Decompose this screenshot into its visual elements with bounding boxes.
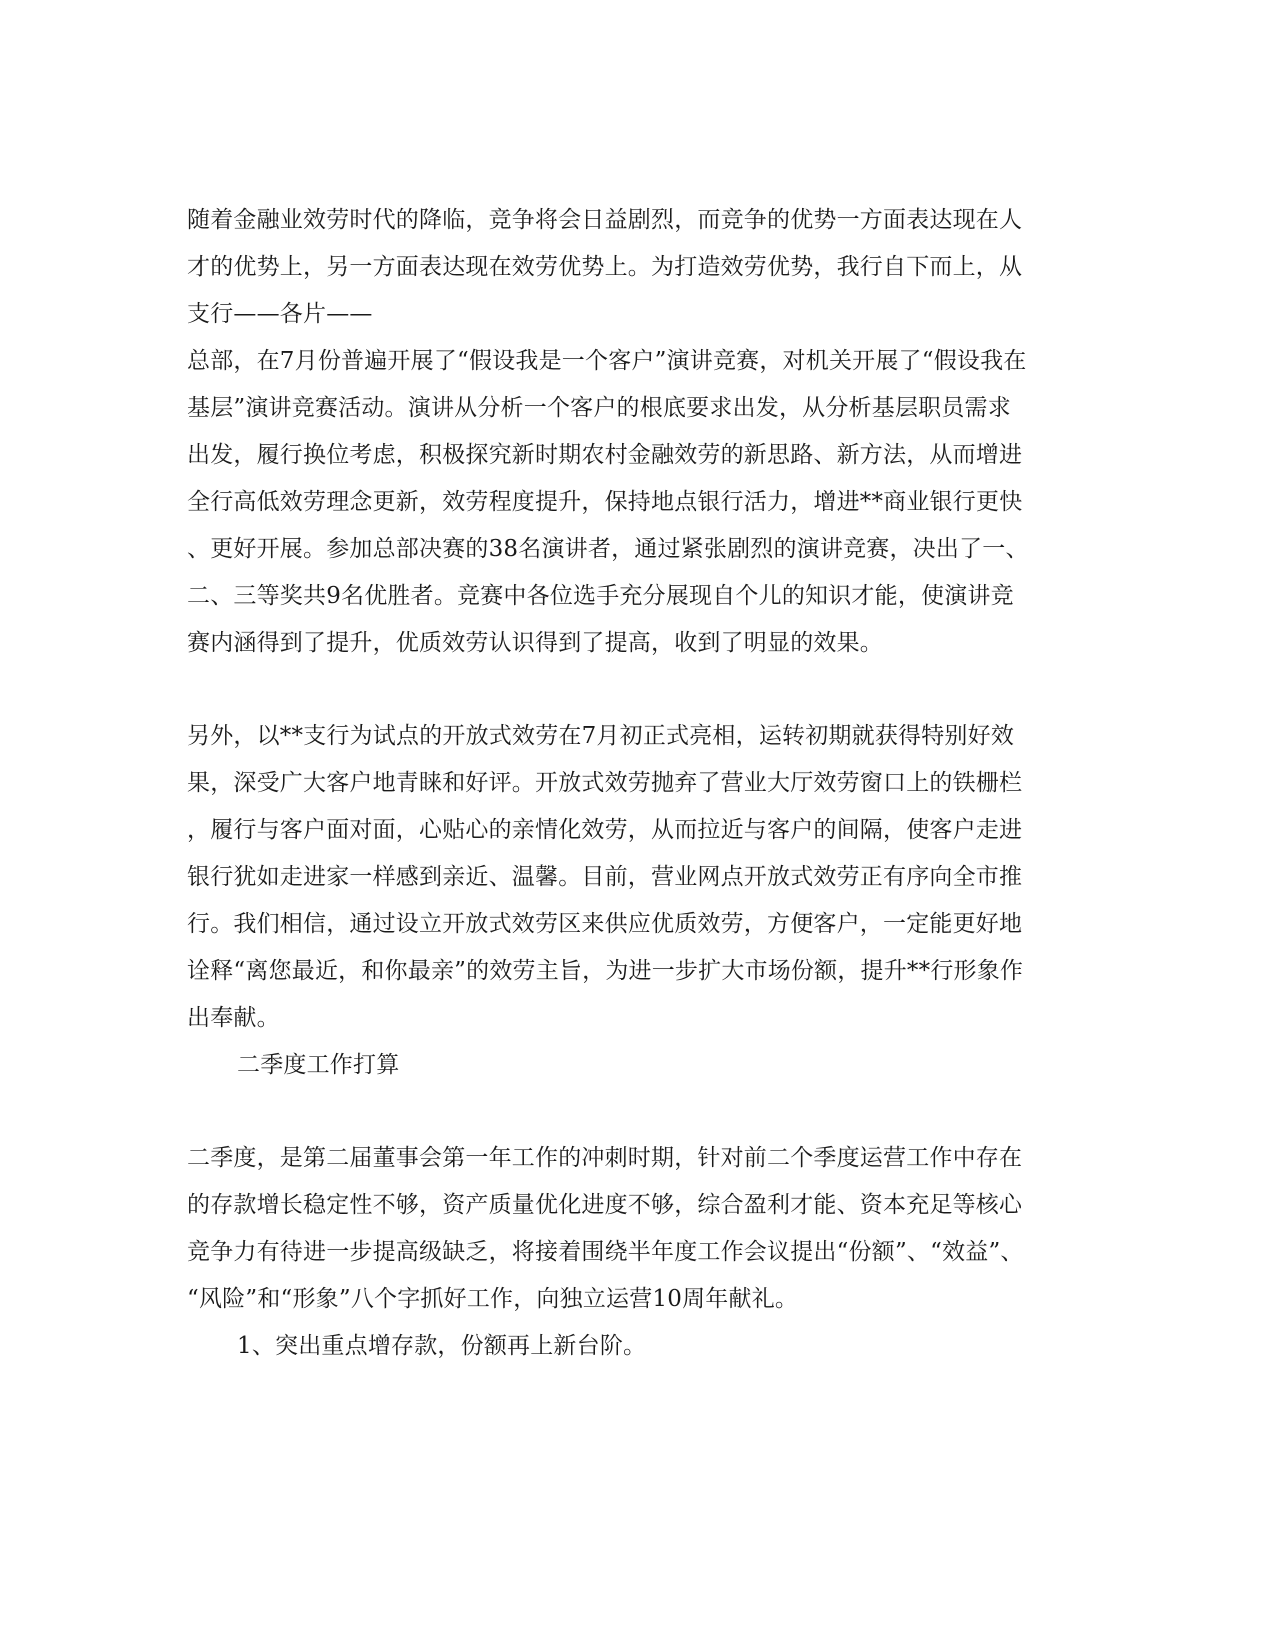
paragraph-1-line: 基层”演讲竞赛活动。演讲从分析一个客户的根底要求出发，从分析基层职员需求: [187, 395, 1011, 421]
paragraph-1-line: 随着金融业效劳时代的降临，竞争将会日益剧烈，而竞争的优势一方面表达现在人: [187, 207, 1023, 233]
paragraph-2-line: 诠释“离您最近，和你最亲”的效劳主旨，为进一步扩大市场份额，提升**行形象作: [187, 958, 1024, 984]
paragraph-1-line: 支行——各片——: [187, 301, 373, 327]
paragraph-3-line: 二季度，是第二届董事会第一年工作的冲刺时期，针对前二个季度运营工作中存在: [187, 1145, 1023, 1171]
section-heading: 二季度工作打算: [237, 1052, 400, 1078]
paragraph-1-line: 总部，在7月份普遍开展了“假设我是一个客户”演讲竞赛，对机关开展了“假设我在: [187, 348, 1027, 374]
paragraph-2-line: 出奉献。: [187, 1005, 280, 1031]
paragraph-2-line: 行。我们相信，通过设立开放式效劳区来供应优质效劳，方便客户，一定能更好地: [187, 911, 1023, 937]
paragraph-2-line: 另外，以**支行为试点的开放式效劳在7月初正式亮相，运转初期就获得特别好效: [187, 723, 1015, 749]
list-item: 1、突出重点增存款，份额再上新台阶。: [237, 1333, 647, 1359]
paragraph-1-line: 、更好开展。参加总部决赛的38名演讲者，通过紧张剧烈的演讲竞赛，决出了一、: [187, 536, 1029, 562]
paragraph-3-line: 竞争力有待进一步提高级缺乏，将接着围绕半年度工作会议提出“份额”、“效益”、: [187, 1239, 1024, 1265]
paragraph-2-line: ，履行与客户面对面，心贴心的亲情化效劳，从而拉近与客户的间隔，使客户走进: [187, 817, 1023, 843]
paragraph-1-line: 赛内涵得到了提升，优质效劳认识得到了提高，收到了明显的效果。: [187, 630, 883, 656]
paragraph-2-line: 银行犹如走进家一样感到亲近、温馨。目前，营业网点开放式效劳正有序向全市推: [187, 864, 1023, 890]
paragraph-2-line: 果，深受广大客户地青睐和好评。开放式效劳抛弃了营业大厅效劳窗口上的铁栅栏: [187, 770, 1023, 796]
paragraph-1-line: 才的优势上，另一方面表达现在效劳优势上。为打造效劳优势，我行自下而上，从: [187, 254, 1023, 280]
paragraph-3-line: 的存款增长稳定性不够，资产质量优化进度不够，综合盈利才能、资本充足等核心: [187, 1192, 1023, 1218]
paragraph-1-line: 全行高低效劳理念更新，效劳程度提升，保持地点银行活力，增进**商业银行更快: [187, 489, 1023, 515]
paragraph-1-line: 二、三等奖共9名优胜者。竞赛中各位选手充分展现自个儿的知识才能，使演讲竞: [187, 583, 1014, 609]
paragraph-3-line: “风险”和“形象”八个字抓好工作，向独立运营10周年献礼。: [187, 1286, 799, 1312]
paragraph-1-line: 出发，履行换位考虑，积极探究新时期农村金融效劳的新思路、新方法，从而增进: [187, 442, 1023, 468]
